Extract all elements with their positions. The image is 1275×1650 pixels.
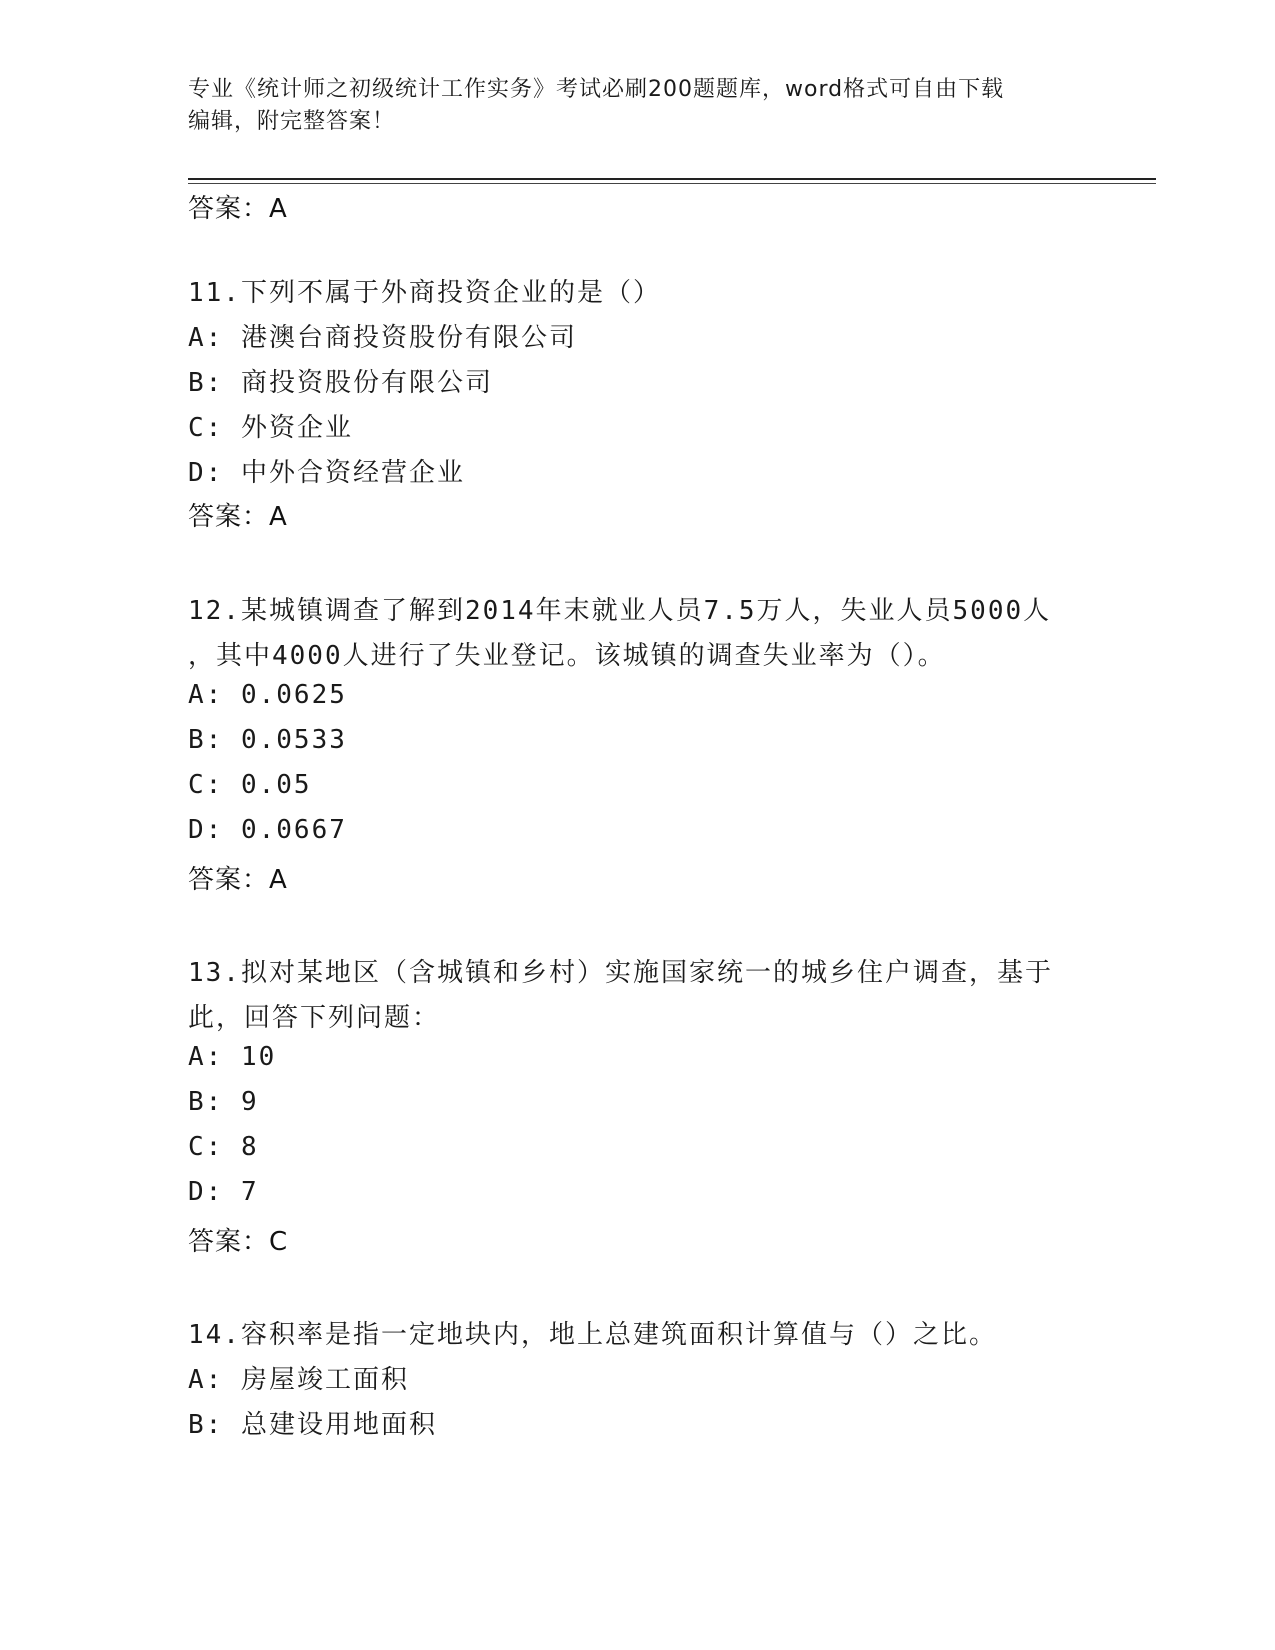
question-12-option-a: A: 0.0625 bbox=[188, 680, 347, 710]
question-11-option-d: D: 中外合资经营企业 bbox=[188, 458, 465, 488]
question-11-option-b: B: 商投资股份有限公司 bbox=[188, 368, 493, 398]
header-rule-thin bbox=[188, 183, 1156, 184]
question-13-stem-line-1: 13.拟对某地区（含城镇和乡村）实施国家统一的城乡住户调查，基于 bbox=[188, 958, 1053, 988]
question-13-answer: 答案：C bbox=[188, 1227, 289, 1257]
question-12-option-c: C: 0.05 bbox=[188, 770, 312, 800]
header-rule bbox=[188, 178, 1156, 180]
question-12-answer: 答案：A bbox=[188, 865, 288, 895]
header-line-2: 编辑，附完整答案！ bbox=[188, 109, 396, 134]
question-14-option-b: B: 总建设用地面积 bbox=[188, 1410, 437, 1440]
question-12-option-d: D: 0.0667 bbox=[188, 815, 347, 845]
question-13-option-d: D: 7 bbox=[188, 1177, 259, 1207]
question-11-stem: 11.下列不属于外商投资企业的是（） bbox=[188, 278, 661, 308]
question-13-option-c: C: 8 bbox=[188, 1132, 259, 1162]
question-12-stem-line-2: ，其中4000人进行了失业登记。该城镇的调查失业率为（）。 bbox=[188, 641, 946, 671]
question-11-option-c: C: 外资企业 bbox=[188, 413, 353, 443]
question-14-stem: 14.容积率是指一定地块内，地上总建筑面积计算值与（）之比。 bbox=[188, 1320, 997, 1350]
question-13-option-a: A: 10 bbox=[188, 1042, 277, 1072]
question-13-option-b: B: 9 bbox=[188, 1087, 259, 1117]
question-13-stem-line-2: 此，回答下列问题： bbox=[188, 1003, 441, 1033]
question-12-option-b: B: 0.0533 bbox=[188, 725, 347, 755]
previous-answer: 答案：A bbox=[188, 194, 288, 224]
question-11-option-a: A: 港澳台商投资股份有限公司 bbox=[188, 323, 577, 353]
question-11-answer: 答案：A bbox=[188, 502, 288, 532]
question-14-option-a: A: 房屋竣工面积 bbox=[188, 1365, 409, 1395]
header-line-1: 专业《统计师之初级统计工作实务》考试必刷200题题库，word格式可自由下载 bbox=[188, 77, 1005, 102]
question-12-stem-line-1: 12.某城镇调查了解到2014年末就业人员7.5万人，失业人员5000人 bbox=[188, 596, 1052, 626]
document-header bbox=[188, 74, 1068, 138]
